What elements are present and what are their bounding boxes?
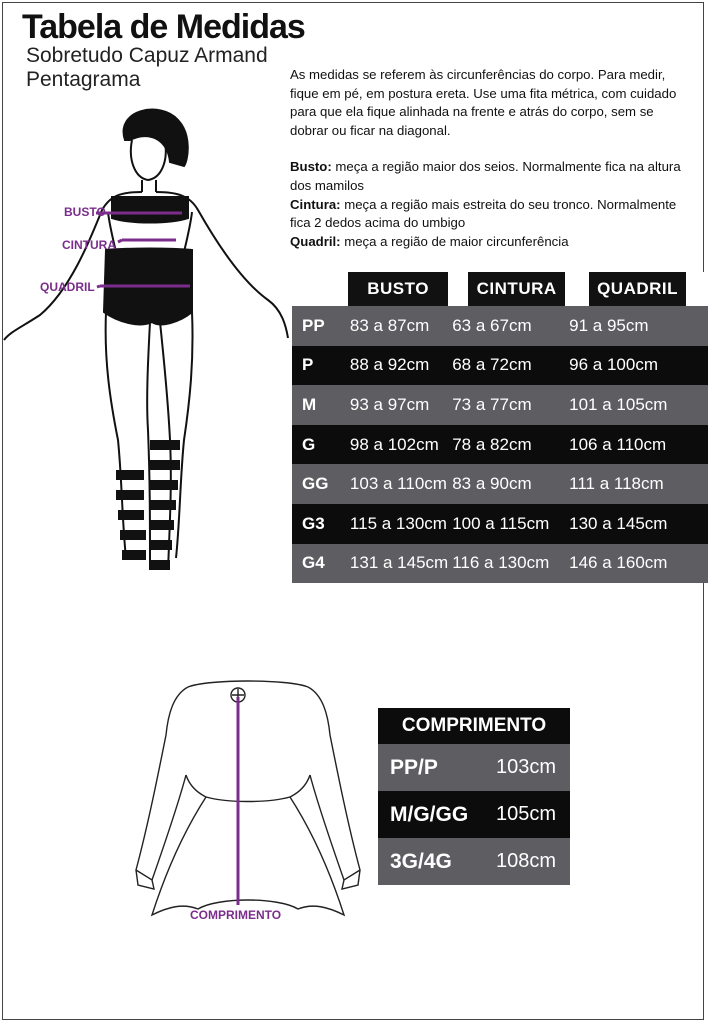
quadril-cell: 101 a 105cm	[565, 385, 708, 425]
table-row	[292, 464, 708, 504]
cintura-instruction	[290, 196, 690, 233]
cintura-cell: 83 a 90cm	[448, 464, 565, 504]
table-row	[292, 504, 708, 544]
cintura-cell: 63 a 67cm	[448, 306, 565, 346]
busto-cell: 131 a 145cm	[346, 544, 448, 584]
table-row	[292, 346, 708, 386]
quadril-cell: 146 a 160cm	[565, 544, 708, 584]
size-cell: P	[292, 346, 346, 386]
table-row	[378, 838, 570, 885]
quadril-cell: 130 a 145cm	[565, 504, 708, 544]
size-cell: G	[292, 425, 346, 465]
size-cell: G3	[292, 504, 346, 544]
header-quadril: QUADRIL	[589, 272, 686, 306]
header-busto: BUSTO	[348, 272, 448, 306]
table-row	[292, 385, 708, 425]
size-cell: G4	[292, 544, 346, 584]
comprimento-label: COMPRIMENTO	[190, 908, 282, 922]
size-cell: PP	[292, 306, 346, 346]
busto-instruction	[290, 158, 690, 195]
busto-cell: 103 a 110cm	[346, 464, 448, 504]
measurement-instructions	[290, 66, 690, 251]
cintura-cell: 78 a 82cm	[448, 425, 565, 465]
quadril-label: QUADRIL	[40, 280, 95, 294]
intro-text: As medidas se referem às circunferências do corpo. Para medir, fique em pé, em postura ereta. Use uma fita métrica, com cuidado para que ela fique alinhada na frente e atrás do corpo, sem se dobrar ou ficar na diagonal.	[290, 67, 677, 138]
busto-cell: 83 a 87cm	[346, 306, 448, 346]
table-row	[292, 425, 708, 465]
size-cell: GG	[292, 464, 346, 504]
cintura-cell: 73 a 77cm	[448, 385, 565, 425]
cintura-cell: 68 a 72cm	[448, 346, 565, 386]
quadril-cell: 91 a 95cm	[565, 306, 708, 346]
table-row	[378, 744, 570, 791]
table-row	[292, 306, 708, 346]
length-table-header	[378, 708, 570, 744]
coat-illustration	[128, 675, 368, 935]
length-table	[378, 708, 570, 885]
product-name: Sobretudo Capuz Armand Pentagrama	[26, 44, 268, 91]
coat-drawing	[128, 675, 368, 935]
size-table	[292, 272, 708, 583]
quadril-instruction-label: Quadril:	[290, 233, 341, 249]
length-size-cell: 3G/4G	[378, 838, 490, 885]
busto-label: BUSTO	[64, 205, 106, 219]
busto-cell: 98 a 102cm	[346, 425, 448, 465]
busto-cell: 93 a 97cm	[346, 385, 448, 425]
cintura-label: CINTURA	[62, 238, 116, 252]
size-cell: M	[292, 385, 346, 425]
busto-instruction-label: Busto:	[290, 159, 332, 175]
cintura-cell: 116 a 130cm	[448, 544, 565, 584]
quadril-instruction-text: meça a região de maior circunferência	[340, 233, 569, 249]
table-row	[292, 544, 708, 584]
cintura-instruction-label: Cintura:	[290, 196, 341, 212]
body-figure-drawing	[0, 100, 300, 590]
quadril-cell: 111 a 118cm	[565, 464, 708, 504]
quadril-instruction	[290, 233, 690, 252]
header-cintura: CINTURA	[468, 272, 565, 306]
table-row	[378, 791, 570, 838]
header-comprimento: COMPRIMENTO	[378, 708, 570, 744]
quadril-cell: 106 a 110cm	[565, 425, 708, 465]
page-title: Tabela de Medidas	[22, 8, 305, 46]
length-value-cell: 103cm	[490, 744, 570, 791]
length-size-cell: M/G/GG	[378, 791, 490, 838]
length-value-cell: 108cm	[490, 838, 570, 885]
length-value-cell: 105cm	[490, 791, 570, 838]
busto-cell: 88 a 92cm	[346, 346, 448, 386]
cintura-cell: 100 a 115cm	[448, 504, 565, 544]
quadril-cell: 96 a 100cm	[565, 346, 708, 386]
size-table-header	[292, 272, 708, 306]
busto-cell: 115 a 130cm	[346, 504, 448, 544]
length-size-cell: PP/P	[378, 744, 490, 791]
busto-instruction-text: meça a região maior dos seios. Normalmente fica na altura dos mamilos	[290, 159, 681, 193]
cintura-instruction-text: meça a região mais estreita do seu tronco. Normalmente fica 2 dedos acima do umbigo	[290, 196, 677, 231]
body-illustration	[0, 100, 300, 590]
